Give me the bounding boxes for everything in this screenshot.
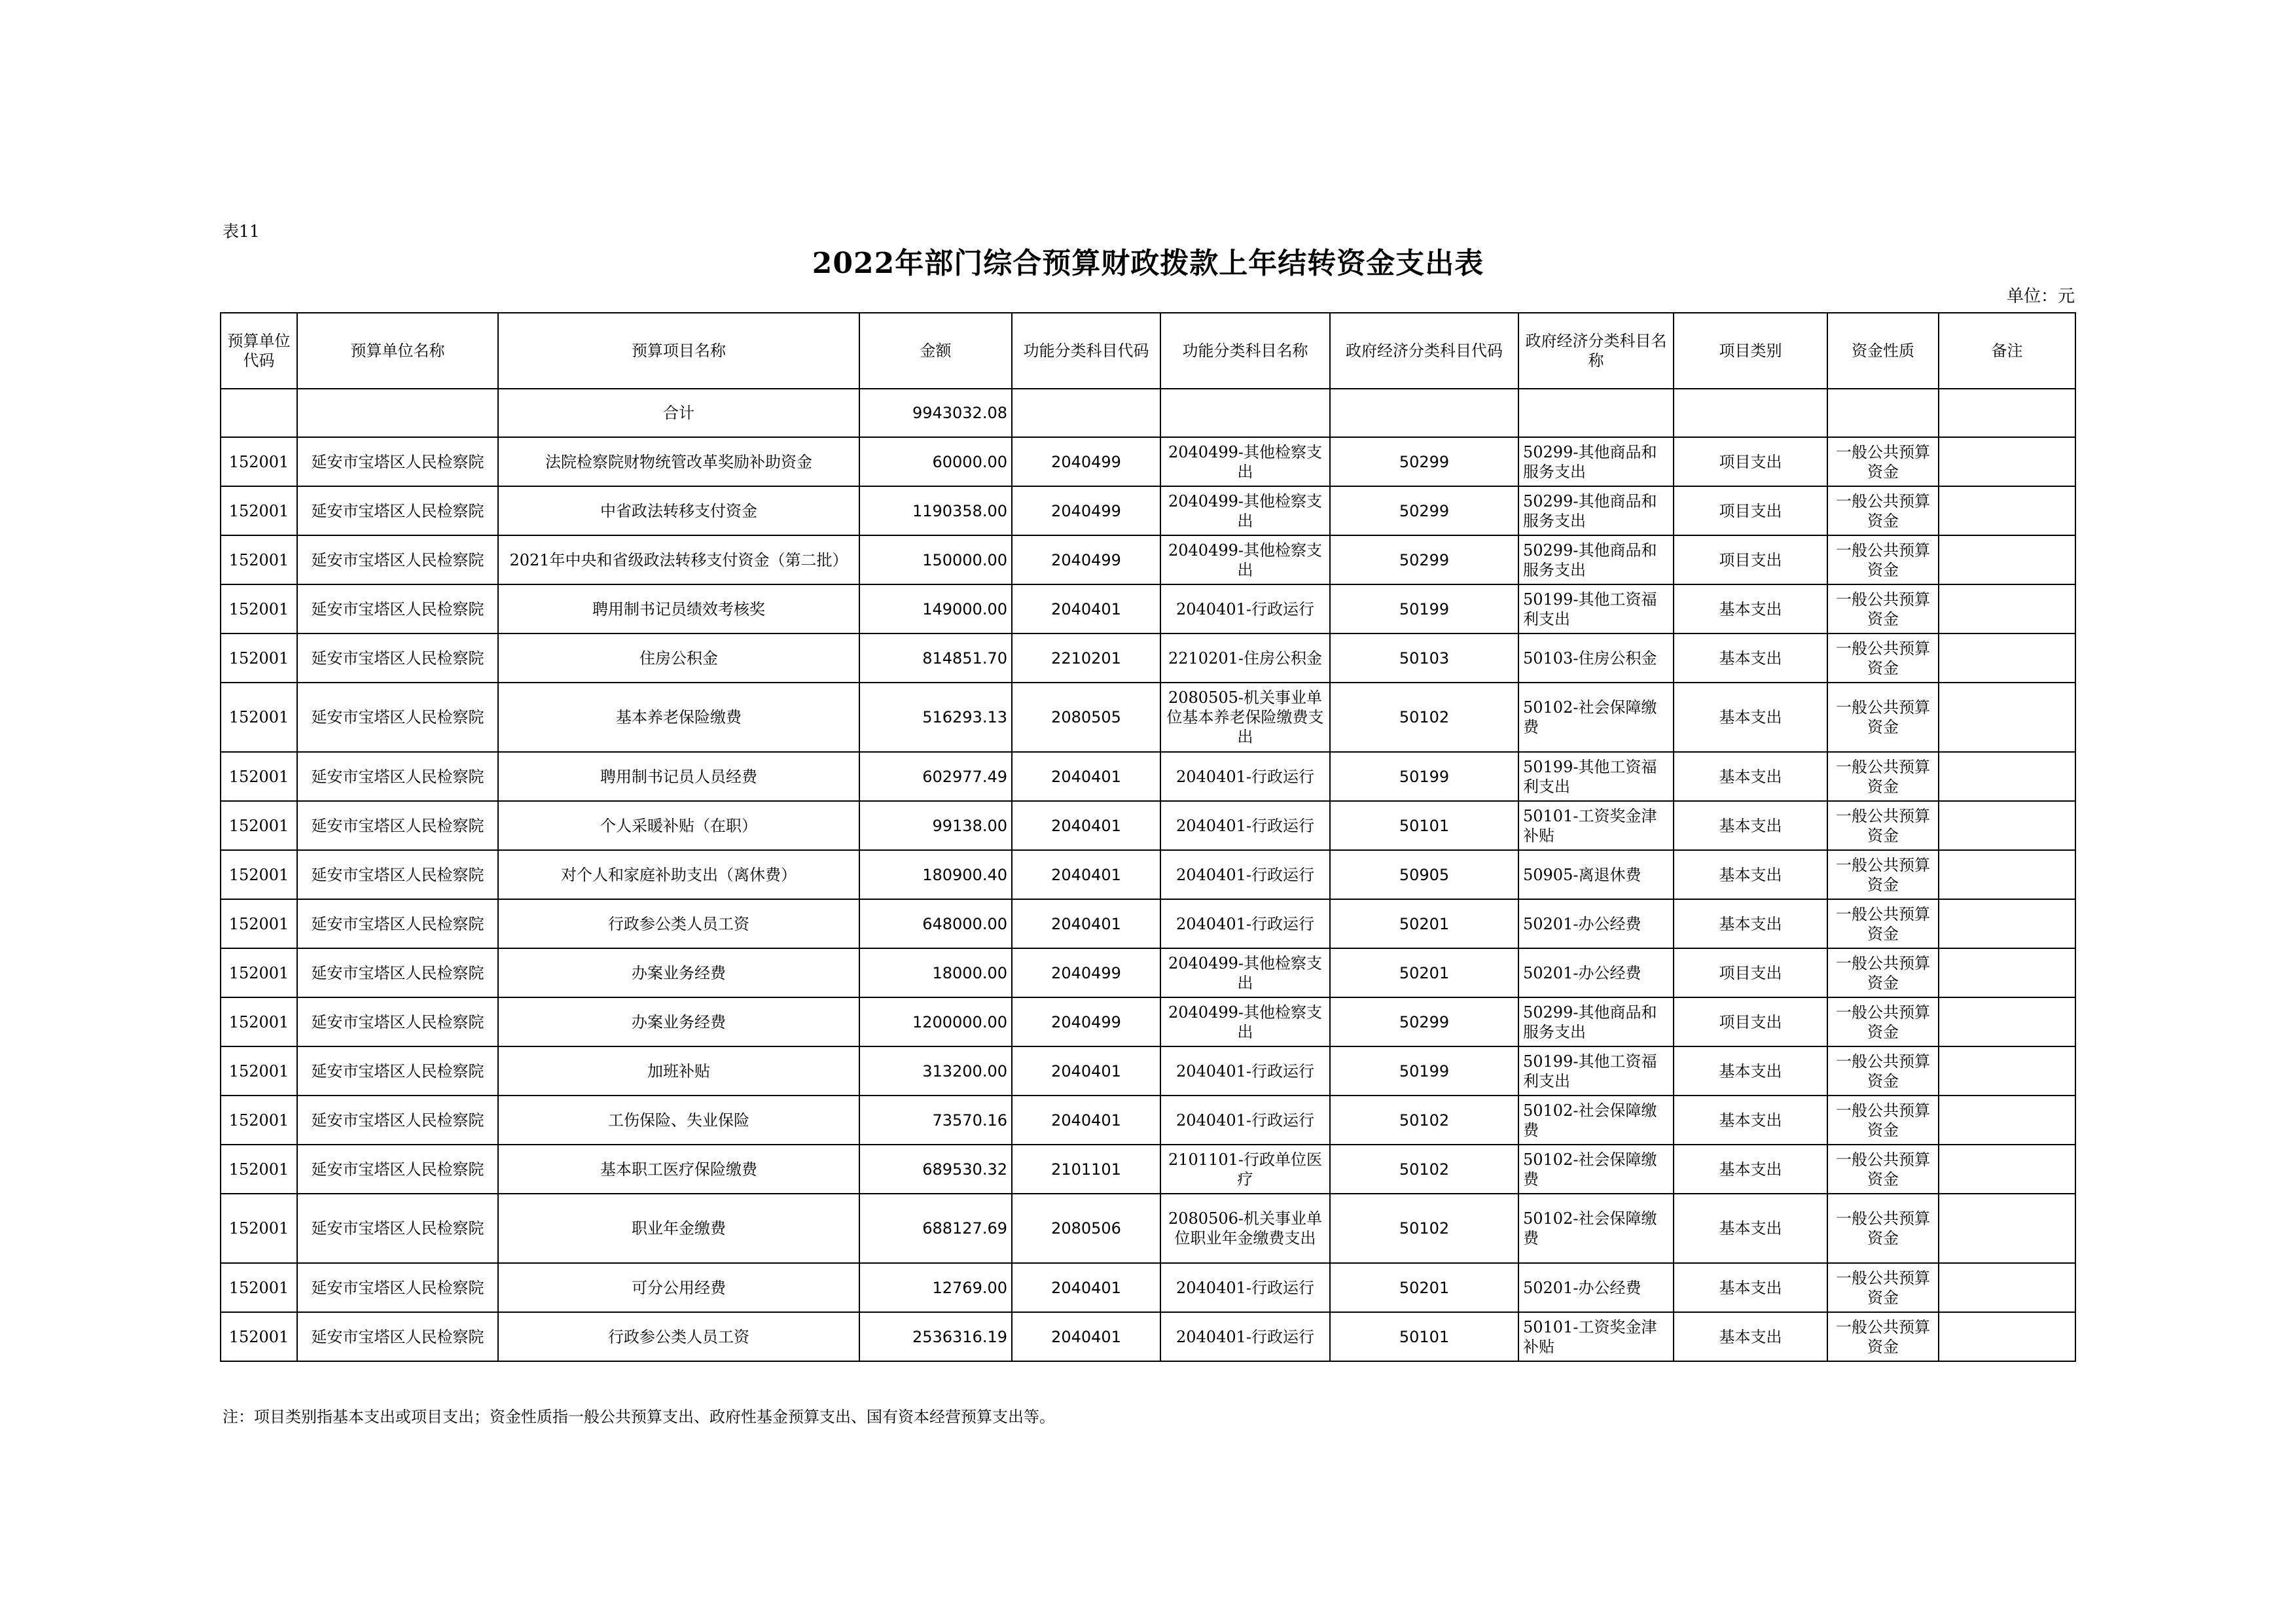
total-amount: 9943032.08 — [859, 389, 1012, 437]
row-econ-code: 50201 — [1330, 899, 1518, 948]
row-econ-name: 50102-社会保障缴费 — [1518, 1145, 1674, 1194]
row-code: 152001 — [221, 899, 297, 948]
row-category: 基本支出 — [1674, 899, 1827, 948]
row-func-name: 2040401-行政运行 — [1160, 1263, 1330, 1312]
table-row — [221, 997, 2075, 1046]
row-amount: 689530.32 — [859, 1145, 1012, 1194]
row-category: 基本支出 — [1674, 801, 1827, 850]
row-unit-name: 延安市宝塔区人民检察院 — [297, 1194, 498, 1263]
row-category: 项目支出 — [1674, 486, 1827, 535]
row-code: 152001 — [221, 633, 297, 683]
row-func-code: 2040401 — [1012, 1096, 1160, 1145]
row-func-name: 2101101-行政单位医疗 — [1160, 1145, 1330, 1194]
row-item-name: 住房公积金 — [498, 633, 859, 683]
row-econ-code: 50299 — [1330, 486, 1518, 535]
row-code: 152001 — [221, 1046, 297, 1096]
row-nature: 一般公共预算资金 — [1827, 997, 1939, 1046]
page-title: 2022年部门综合预算财政拨款上年结转资金支出表 — [812, 247, 1484, 280]
row-amount: 180900.40 — [859, 850, 1012, 899]
total-row — [221, 389, 2075, 437]
row-item-name: 法院检察院财物统管改革奖励补助资金 — [498, 437, 859, 486]
row-func-code: 2040401 — [1012, 850, 1160, 899]
row-func-name: 2040499-其他检察支出 — [1160, 948, 1330, 997]
row-func-code: 2210201 — [1012, 633, 1160, 683]
row-func-code: 2080505 — [1012, 683, 1160, 752]
row-econ-code: 50101 — [1330, 1312, 1518, 1361]
row-func-code: 2040401 — [1012, 1263, 1160, 1312]
column-header: 政府经济分类科目名称 — [1518, 313, 1674, 389]
row-amount: 814851.70 — [859, 633, 1012, 683]
row-econ-name: 50102-社会保障缴费 — [1518, 683, 1674, 752]
row-func-name: 2080505-机关事业单位基本养老保险缴费支出 — [1160, 683, 1330, 752]
row-item-name: 2021年中央和省级政法转移支付资金（第二批） — [498, 535, 859, 584]
row-code: 152001 — [221, 752, 297, 801]
column-header: 资金性质 — [1827, 313, 1939, 389]
column-header: 预算单位代码 — [221, 313, 297, 389]
row-item-name: 工伤保险、失业保险 — [498, 1096, 859, 1145]
row-amount: 12769.00 — [859, 1263, 1012, 1312]
row-category: 项目支出 — [1674, 997, 1827, 1046]
table-row — [221, 948, 2075, 997]
row-econ-code: 50201 — [1330, 948, 1518, 997]
row-category: 基本支出 — [1674, 850, 1827, 899]
row-note — [1939, 752, 2075, 801]
row-unit-name: 延安市宝塔区人民检察院 — [297, 486, 498, 535]
row-code: 152001 — [221, 437, 297, 486]
row-amount: 73570.16 — [859, 1096, 1012, 1145]
row-note — [1939, 948, 2075, 997]
row-econ-code: 50102 — [1330, 1194, 1518, 1263]
row-amount: 149000.00 — [859, 584, 1012, 633]
column-header: 金额 — [859, 313, 1012, 389]
row-func-name: 2040401-行政运行 — [1160, 1046, 1330, 1096]
row-func-name: 2040401-行政运行 — [1160, 1096, 1330, 1145]
table-row — [221, 801, 2075, 850]
row-item-name: 可分公用经费 — [498, 1263, 859, 1312]
row-func-code: 2040401 — [1012, 752, 1160, 801]
row-code: 152001 — [221, 486, 297, 535]
row-econ-name: 50101-工资奖金津补贴 — [1518, 801, 1674, 850]
row-econ-code: 50103 — [1330, 633, 1518, 683]
row-func-code: 2040499 — [1012, 997, 1160, 1046]
row-amount: 516293.13 — [859, 683, 1012, 752]
row-code: 152001 — [221, 948, 297, 997]
row-item-name: 行政参公类人员工资 — [498, 1312, 859, 1361]
row-code: 152001 — [221, 1263, 297, 1312]
table-row — [221, 683, 2075, 752]
row-nature: 一般公共预算资金 — [1827, 752, 1939, 801]
row-econ-code: 50905 — [1330, 850, 1518, 899]
row-note — [1939, 486, 2075, 535]
row-amount: 150000.00 — [859, 535, 1012, 584]
row-item-name: 职业年金缴费 — [498, 1194, 859, 1263]
row-unit-name: 延安市宝塔区人民检察院 — [297, 1145, 498, 1194]
row-func-code: 2040401 — [1012, 1046, 1160, 1096]
row-category: 基本支出 — [1674, 584, 1827, 633]
table-cell — [1518, 389, 1674, 437]
row-nature: 一般公共预算资金 — [1827, 801, 1939, 850]
row-unit-name: 延安市宝塔区人民检察院 — [297, 1096, 498, 1145]
row-unit-name: 延安市宝塔区人民检察院 — [297, 683, 498, 752]
row-nature: 一般公共预算资金 — [1827, 1046, 1939, 1096]
table-row — [221, 899, 2075, 948]
row-item-name: 个人采暖补贴（在职） — [498, 801, 859, 850]
row-econ-code: 50102 — [1330, 1145, 1518, 1194]
row-amount: 313200.00 — [859, 1046, 1012, 1096]
row-amount: 648000.00 — [859, 899, 1012, 948]
row-note — [1939, 1145, 2075, 1194]
row-code: 152001 — [221, 584, 297, 633]
row-nature: 一般公共预算资金 — [1827, 850, 1939, 899]
table-row — [221, 1312, 2075, 1361]
row-amount: 2536316.19 — [859, 1312, 1012, 1361]
row-amount: 688127.69 — [859, 1194, 1012, 1263]
row-func-name: 2080506-机关事业单位职业年金缴费支出 — [1160, 1194, 1330, 1263]
row-nature: 一般公共预算资金 — [1827, 535, 1939, 584]
column-header: 功能分类科目代码 — [1012, 313, 1160, 389]
table-cell — [1674, 389, 1827, 437]
row-item-name: 加班补贴 — [498, 1046, 859, 1096]
row-category: 基本支出 — [1674, 683, 1827, 752]
row-econ-name: 50101-工资奖金津补贴 — [1518, 1312, 1674, 1361]
column-header: 备注 — [1939, 313, 2075, 389]
row-econ-code: 50299 — [1330, 437, 1518, 486]
row-note — [1939, 437, 2075, 486]
row-unit-name: 延安市宝塔区人民检察院 — [297, 850, 498, 899]
row-item-name: 办案业务经费 — [498, 997, 859, 1046]
row-func-name: 2040401-行政运行 — [1160, 584, 1330, 633]
row-econ-name: 50201-办公经费 — [1518, 899, 1674, 948]
row-nature: 一般公共预算资金 — [1827, 1312, 1939, 1361]
table-row — [221, 535, 2075, 584]
row-unit-name: 延安市宝塔区人民检察院 — [297, 1312, 498, 1361]
row-func-name: 2040499-其他检察支出 — [1160, 997, 1330, 1046]
row-nature: 一般公共预算资金 — [1827, 1263, 1939, 1312]
table-row — [221, 1145, 2075, 1194]
row-func-code: 2101101 — [1012, 1145, 1160, 1194]
total-label: 合计 — [498, 389, 859, 437]
row-func-name: 2040401-行政运行 — [1160, 1312, 1330, 1361]
table-row — [221, 1194, 2075, 1263]
row-category: 基本支出 — [1674, 633, 1827, 683]
table-row — [221, 584, 2075, 633]
row-note — [1939, 633, 2075, 683]
row-econ-name: 50199-其他工资福利支出 — [1518, 752, 1674, 801]
row-unit-name: 延安市宝塔区人民检察院 — [297, 535, 498, 584]
unit-label: 单位：元 — [2006, 287, 2075, 306]
row-code: 152001 — [221, 1312, 297, 1361]
column-header: 功能分类科目名称 — [1160, 313, 1330, 389]
row-econ-code: 50101 — [1330, 801, 1518, 850]
row-econ-name: 50905-离退休费 — [1518, 850, 1674, 899]
table-row — [221, 752, 2075, 801]
row-code: 152001 — [221, 1096, 297, 1145]
row-item-name: 行政参公类人员工资 — [498, 899, 859, 948]
row-nature: 一般公共预算资金 — [1827, 486, 1939, 535]
row-item-name: 聘用制书记员绩效考核奖 — [498, 584, 859, 633]
row-note — [1939, 535, 2075, 584]
row-code: 152001 — [221, 801, 297, 850]
row-note — [1939, 1312, 2075, 1361]
column-header: 预算项目名称 — [498, 313, 859, 389]
row-unit-name: 延安市宝塔区人民检察院 — [297, 997, 498, 1046]
row-econ-name: 50102-社会保障缴费 — [1518, 1096, 1674, 1145]
row-amount: 602977.49 — [859, 752, 1012, 801]
row-unit-name: 延安市宝塔区人民检察院 — [297, 633, 498, 683]
row-nature: 一般公共预算资金 — [1827, 948, 1939, 997]
table-row — [221, 437, 2075, 486]
row-code: 152001 — [221, 1145, 297, 1194]
table-cell — [1939, 389, 2075, 437]
row-func-name: 2040499-其他检察支出 — [1160, 486, 1330, 535]
row-nature: 一般公共预算资金 — [1827, 584, 1939, 633]
table-row — [221, 1046, 2075, 1096]
column-header: 政府经济分类科目代码 — [1330, 313, 1518, 389]
row-category: 基本支出 — [1674, 1145, 1827, 1194]
row-nature: 一般公共预算资金 — [1827, 1096, 1939, 1145]
row-code: 152001 — [221, 997, 297, 1046]
row-func-code: 2040499 — [1012, 535, 1160, 584]
row-func-code: 2040401 — [1012, 1312, 1160, 1361]
header-row — [221, 313, 2075, 389]
row-nature: 一般公共预算资金 — [1827, 1145, 1939, 1194]
footnote: 注：项目类别指基本支出或项目支出；资金性质指一般公共预算支出、政府性基金预算支出、国有资本经营预算支出等。 — [223, 1408, 1055, 1426]
row-econ-name: 50299-其他商品和服务支出 — [1518, 535, 1674, 584]
row-func-code: 2040499 — [1012, 437, 1160, 486]
table-cell — [1827, 389, 1939, 437]
row-item-name: 基本养老保险缴费 — [498, 683, 859, 752]
row-econ-code: 50199 — [1330, 584, 1518, 633]
row-unit-name: 延安市宝塔区人民检察院 — [297, 899, 498, 948]
row-amount: 1200000.00 — [859, 997, 1012, 1046]
row-code: 152001 — [221, 535, 297, 584]
row-econ-name: 50199-其他工资福利支出 — [1518, 584, 1674, 633]
row-func-name: 2040499-其他检察支出 — [1160, 535, 1330, 584]
table-label: 表11 — [223, 222, 260, 241]
row-func-code: 2080506 — [1012, 1194, 1160, 1263]
row-func-code: 2040499 — [1012, 486, 1160, 535]
table-cell — [221, 389, 297, 437]
row-func-name: 2040401-行政运行 — [1160, 899, 1330, 948]
row-func-code: 2040401 — [1012, 801, 1160, 850]
row-item-name: 聘用制书记员人员经费 — [498, 752, 859, 801]
row-econ-name: 50299-其他商品和服务支出 — [1518, 437, 1674, 486]
row-econ-name: 50201-办公经费 — [1518, 948, 1674, 997]
row-econ-name: 50103-住房公积金 — [1518, 633, 1674, 683]
column-header: 项目类别 — [1674, 313, 1827, 389]
table-row — [221, 1263, 2075, 1312]
row-func-code: 2040499 — [1012, 948, 1160, 997]
row-category: 项目支出 — [1674, 437, 1827, 486]
row-unit-name: 延安市宝塔区人民检察院 — [297, 801, 498, 850]
row-econ-code: 50199 — [1330, 752, 1518, 801]
row-note — [1939, 584, 2075, 633]
table-cell — [1330, 389, 1518, 437]
table-row — [221, 850, 2075, 899]
row-econ-name: 50199-其他工资福利支出 — [1518, 1046, 1674, 1096]
row-econ-name: 50299-其他商品和服务支出 — [1518, 486, 1674, 535]
row-amount: 99138.00 — [859, 801, 1012, 850]
row-func-name: 2040401-行政运行 — [1160, 850, 1330, 899]
row-unit-name: 延安市宝塔区人民检察院 — [297, 1046, 498, 1096]
row-category: 基本支出 — [1674, 1312, 1827, 1361]
row-econ-name: 50201-办公经费 — [1518, 1263, 1674, 1312]
row-code: 152001 — [221, 683, 297, 752]
row-unit-name: 延安市宝塔区人民检察院 — [297, 584, 498, 633]
row-code: 152001 — [221, 850, 297, 899]
row-unit-name: 延安市宝塔区人民检察院 — [297, 1263, 498, 1312]
row-amount: 18000.00 — [859, 948, 1012, 997]
row-note — [1939, 683, 2075, 752]
row-unit-name: 延安市宝塔区人民检察院 — [297, 948, 498, 997]
row-note — [1939, 850, 2075, 899]
row-amount: 60000.00 — [859, 437, 1012, 486]
row-nature: 一般公共预算资金 — [1827, 899, 1939, 948]
row-item-name: 办案业务经费 — [498, 948, 859, 997]
row-code: 152001 — [221, 1194, 297, 1263]
row-unit-name: 延安市宝塔区人民检察院 — [297, 752, 498, 801]
budget-table — [220, 312, 2076, 1362]
table-cell — [1012, 389, 1160, 437]
row-note — [1939, 899, 2075, 948]
row-econ-code: 50201 — [1330, 1263, 1518, 1312]
row-econ-code: 50299 — [1330, 535, 1518, 584]
row-econ-name: 50102-社会保障缴费 — [1518, 1194, 1674, 1263]
row-category: 基本支出 — [1674, 1096, 1827, 1145]
row-item-name: 中省政法转移支付资金 — [498, 486, 859, 535]
column-header: 预算单位名称 — [297, 313, 498, 389]
row-note — [1939, 997, 2075, 1046]
row-func-name: 2210201-住房公积金 — [1160, 633, 1330, 683]
table-row — [221, 633, 2075, 683]
row-amount: 1190358.00 — [859, 486, 1012, 535]
row-func-name: 2040499-其他检察支出 — [1160, 437, 1330, 486]
row-category: 基本支出 — [1674, 752, 1827, 801]
row-category: 项目支出 — [1674, 948, 1827, 997]
table-row — [221, 1096, 2075, 1145]
row-nature: 一般公共预算资金 — [1827, 437, 1939, 486]
row-item-name: 对个人和家庭补助支出（离休费） — [498, 850, 859, 899]
row-category: 基本支出 — [1674, 1194, 1827, 1263]
row-econ-code: 50199 — [1330, 1046, 1518, 1096]
row-category: 项目支出 — [1674, 535, 1827, 584]
row-func-name: 2040401-行政运行 — [1160, 801, 1330, 850]
row-nature: 一般公共预算资金 — [1827, 1194, 1939, 1263]
row-econ-code: 50102 — [1330, 1096, 1518, 1145]
row-note — [1939, 801, 2075, 850]
row-category: 基本支出 — [1674, 1263, 1827, 1312]
table-cell — [297, 389, 498, 437]
table-row — [221, 486, 2075, 535]
row-nature: 一般公共预算资金 — [1827, 683, 1939, 752]
table-cell — [1160, 389, 1330, 437]
row-note — [1939, 1046, 2075, 1096]
row-func-name: 2040401-行政运行 — [1160, 752, 1330, 801]
row-nature: 一般公共预算资金 — [1827, 633, 1939, 683]
row-note — [1939, 1194, 2075, 1263]
row-note — [1939, 1263, 2075, 1312]
row-func-code: 2040401 — [1012, 584, 1160, 633]
row-note — [1939, 1096, 2075, 1145]
row-unit-name: 延安市宝塔区人民检察院 — [297, 437, 498, 486]
row-econ-code: 50102 — [1330, 683, 1518, 752]
row-item-name: 基本职工医疗保险缴费 — [498, 1145, 859, 1194]
row-category: 基本支出 — [1674, 1046, 1827, 1096]
row-econ-code: 50299 — [1330, 997, 1518, 1046]
row-econ-name: 50299-其他商品和服务支出 — [1518, 997, 1674, 1046]
row-func-code: 2040401 — [1012, 899, 1160, 948]
